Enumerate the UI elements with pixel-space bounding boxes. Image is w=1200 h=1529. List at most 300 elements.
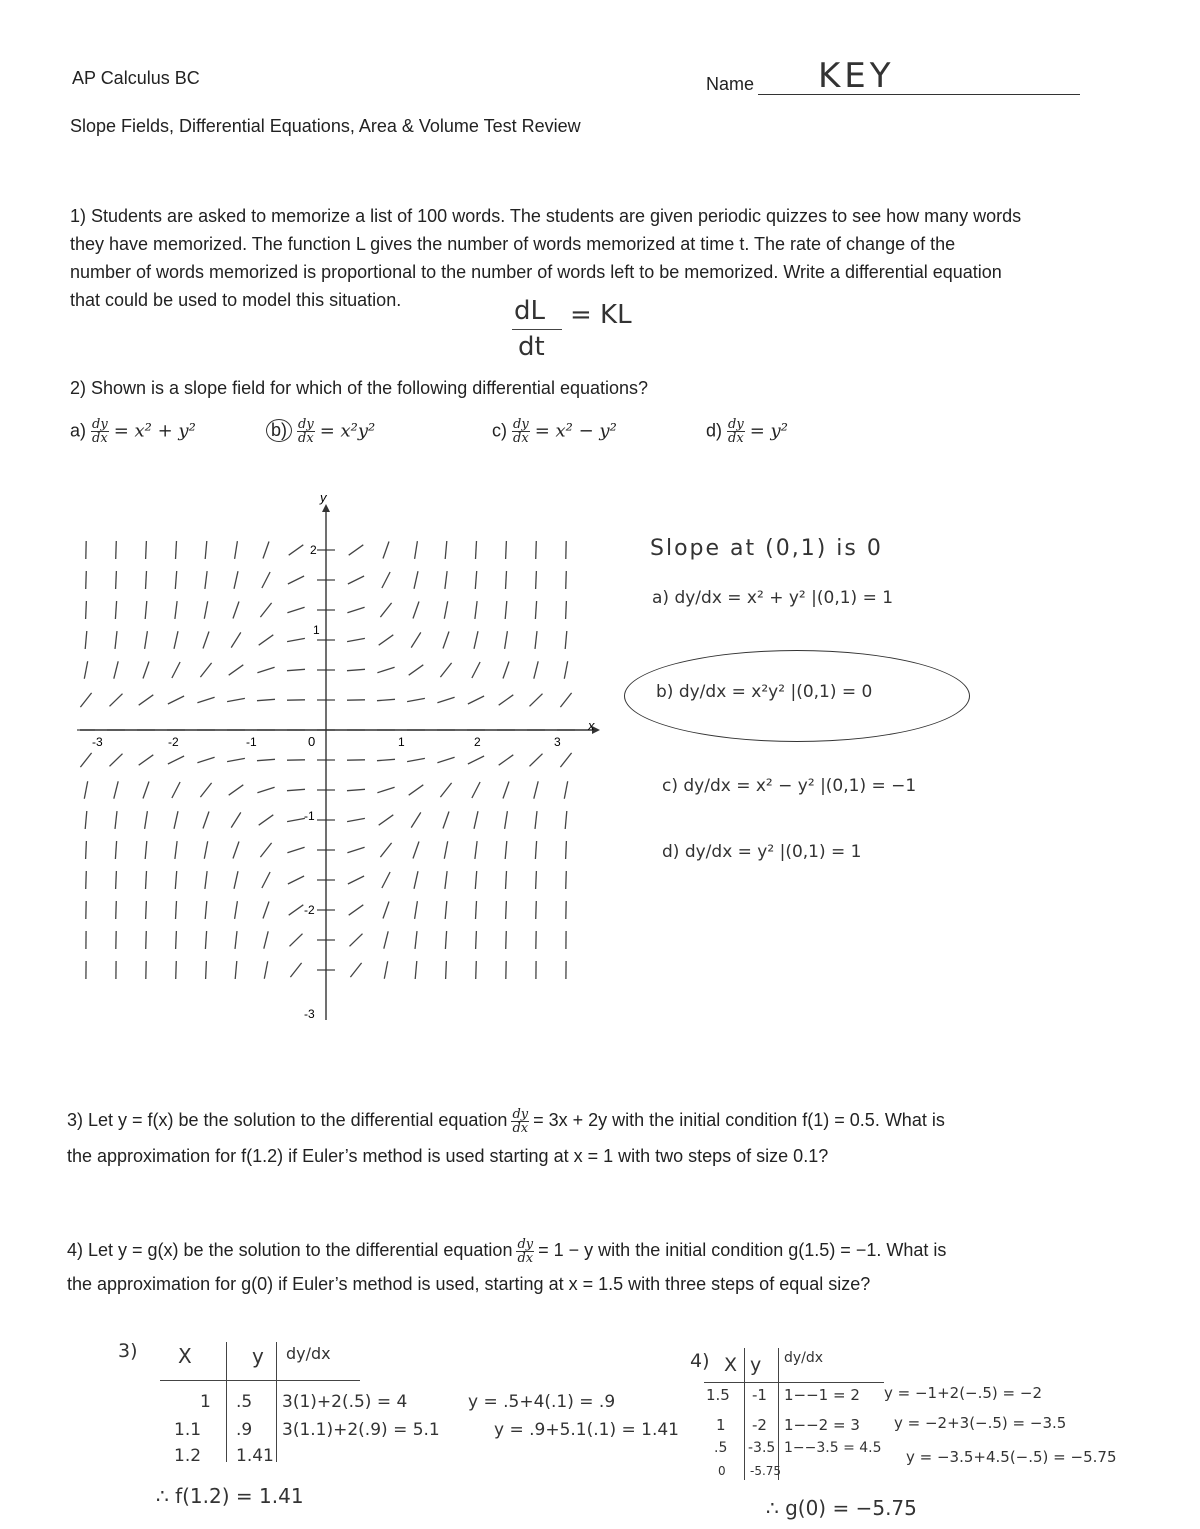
slope-segment — [259, 815, 274, 825]
slope-segment — [234, 871, 238, 889]
slope-segment — [499, 755, 514, 765]
slope-segment — [440, 663, 451, 677]
slope-segment — [506, 931, 507, 949]
course-title: AP Calculus BC — [72, 68, 200, 88]
slope-segment — [175, 601, 177, 619]
slope-segment — [145, 601, 147, 619]
x-tick-label: -2 — [168, 735, 179, 749]
slope-segment — [205, 871, 207, 889]
dy: dy — [728, 417, 744, 432]
slope-segment — [505, 841, 507, 859]
slope-segment — [259, 635, 274, 645]
slope-segment — [205, 571, 207, 589]
slope-segment — [414, 871, 418, 889]
slope-segment — [565, 631, 567, 649]
q4-row-2-next: y = −2+3(−.5) = −3.5 — [894, 1414, 1067, 1432]
q3-row-2-dydx: 3(1.1)+2(.9) = 5.1 — [282, 1420, 440, 1440]
slope-segment — [139, 755, 154, 765]
dx: dx — [513, 431, 529, 446]
slope-segment — [535, 631, 537, 649]
q3-result: ∴ f(1.2) = 1.41 — [156, 1484, 304, 1508]
slope-segment — [287, 638, 305, 641]
slope-segment — [560, 753, 571, 767]
slope-segment — [560, 693, 571, 707]
choice-b-rhs: = x²y² — [319, 420, 376, 442]
slope-segment — [565, 811, 567, 829]
slope-segment — [257, 787, 274, 792]
slope-segment — [415, 931, 417, 949]
slope-segment — [534, 661, 538, 678]
slope-segment — [536, 541, 537, 559]
slope-segment — [530, 754, 543, 767]
q2-work-a: a) dy/dx = x² + y² |(0,1) = 1 — [652, 588, 894, 608]
slope-segment — [143, 662, 149, 679]
q4-row-2-y: -2 — [752, 1416, 767, 1434]
slope-segment — [535, 841, 536, 859]
slope-segment — [80, 693, 91, 707]
slope-segment — [505, 631, 508, 649]
q3-row-3-x: 1.2 — [174, 1446, 202, 1466]
slope-segment — [205, 931, 206, 949]
slope-segment — [409, 785, 424, 795]
slope-segment — [415, 541, 418, 559]
q3-row-2-x: 1.1 — [174, 1420, 202, 1440]
slope-segment — [264, 931, 268, 948]
q4-row-3-y: -3.5 — [748, 1440, 776, 1456]
q4-row-3-x: .5 — [714, 1440, 728, 1456]
slope-segment — [234, 571, 238, 589]
slope-segment — [146, 571, 147, 589]
slope-segment — [446, 961, 447, 979]
slope-segment — [411, 812, 421, 827]
y-axis-arrow-icon — [322, 504, 330, 512]
slope-segment — [289, 905, 304, 915]
slope-segment — [444, 601, 447, 619]
slope-segment — [172, 782, 180, 798]
slope-segment — [115, 631, 117, 649]
choice-c — [492, 418, 617, 445]
slope-segment — [227, 758, 245, 761]
q4-line-2: the approximation for g(0) if Euler’s method is used, starting at x = 1.5 with three steps of equal size? — [67, 1274, 871, 1294]
q3-derivative — [511, 1108, 529, 1135]
q3-table-rule-1 — [226, 1342, 227, 1462]
slope-segment — [564, 781, 567, 799]
slope-segment — [146, 541, 147, 559]
y-tick-label: 2 — [310, 543, 317, 557]
q4-work-label: 4) — [690, 1350, 710, 1372]
y-tick-label: -3 — [304, 1007, 315, 1021]
slope-segment — [86, 601, 87, 619]
x-axis-label: x — [588, 718, 595, 733]
choice-b — [266, 418, 375, 445]
slope-segment — [474, 811, 478, 829]
dx: dx — [92, 431, 108, 446]
q3-line-1 — [67, 1106, 945, 1135]
choice-a-rhs: = x² + y² — [113, 420, 196, 442]
slope-segment — [197, 697, 214, 702]
slope-segment — [407, 698, 425, 701]
dx: dx — [517, 1250, 534, 1266]
slope-segment — [407, 758, 425, 761]
q1-line-1: 1) Students are asked to memorize a list of 100 words. The students are given periodic quizzes to see how many words — [70, 206, 1022, 226]
slope-segment — [86, 571, 87, 589]
choice-d-label: d) — [706, 420, 723, 441]
slope-segment — [200, 783, 211, 797]
slope-segment — [287, 789, 305, 790]
slope-segment — [172, 662, 180, 678]
slope-segment — [444, 841, 447, 859]
q3-row-2-next: y = .9+5.1(.1) = 1.41 — [494, 1420, 679, 1440]
q4-row-1-dydx: 1−−1 = 2 — [784, 1386, 860, 1404]
q1-answer-denominator: dt — [518, 332, 545, 362]
slope-segment — [84, 781, 87, 799]
slope-segment — [505, 601, 507, 619]
slope-segment — [415, 901, 418, 919]
q3-line-1b: = 3x + 2y with the initial condition f(1) = 0.5. What is — [533, 1110, 945, 1130]
q1-line-2: they have memorized. The function L gives the number of words memorized at time t. The rate of change of the — [70, 234, 956, 254]
slope-segment — [503, 782, 509, 799]
slope-segment — [85, 631, 87, 649]
dx: dx — [512, 1120, 529, 1136]
q4-col-y: y — [750, 1354, 762, 1376]
slope-segment — [377, 787, 394, 792]
slope-segment — [384, 961, 387, 979]
slope-segment — [262, 572, 270, 588]
slope-segment — [506, 871, 507, 889]
y-tick-labels — [304, 543, 320, 1021]
slope-segment — [288, 876, 304, 884]
slope-segment — [143, 782, 149, 799]
slope-segment — [380, 603, 391, 617]
x-tick-label: 2 — [474, 735, 481, 749]
slope-segment — [476, 901, 477, 919]
q4-result: ∴ g(0) = −5.75 — [766, 1496, 917, 1520]
slope-segment — [348, 876, 364, 884]
slope-segment — [566, 841, 567, 859]
slope-segment — [203, 812, 209, 829]
slope-segment — [290, 934, 303, 947]
slope-segment — [145, 631, 148, 649]
slope-segment — [468, 696, 484, 704]
x-tick-label: 0 — [308, 734, 316, 749]
slope-segment — [566, 871, 567, 889]
slope-segment — [263, 542, 269, 559]
slope-segment — [379, 635, 394, 645]
slope-segment — [350, 963, 361, 977]
slope-segment — [139, 695, 154, 705]
slope-segment — [472, 782, 480, 798]
slope-segment — [85, 811, 87, 829]
slope-segment — [84, 661, 87, 679]
slope-segment — [115, 811, 117, 829]
slope-segment — [347, 638, 365, 641]
q3-row-2-y: .9 — [236, 1420, 253, 1440]
q4-row-2-dydx: 1−−2 = 3 — [784, 1416, 860, 1434]
slope-segment — [505, 811, 508, 829]
slope-segment — [474, 631, 478, 649]
slope-segment — [566, 601, 567, 619]
slope-segment — [347, 789, 365, 790]
dx: dx — [298, 431, 314, 446]
slope-segment — [263, 902, 269, 919]
slope-segment — [176, 901, 177, 919]
slope-segment — [205, 901, 207, 919]
slope-segment — [115, 601, 116, 619]
slope-segment — [377, 667, 394, 672]
choice-c-label: c) — [492, 420, 507, 441]
slope-segment — [287, 847, 304, 852]
q3-table-rule-2 — [276, 1342, 277, 1462]
y-tick-label: -2 — [304, 903, 315, 917]
slope-segment — [566, 571, 567, 589]
x-tick-label: -3 — [92, 735, 103, 749]
slope-segment — [468, 756, 484, 764]
slope-segment — [145, 811, 148, 829]
slope-segment — [174, 631, 178, 649]
slope-segment — [535, 601, 536, 619]
slope-segment — [445, 871, 447, 889]
slope-segment — [476, 961, 477, 979]
q4-row-1-next: y = −1+2(−.5) = −2 — [884, 1384, 1043, 1402]
slope-segment — [235, 901, 238, 919]
dy: dy — [512, 1106, 529, 1122]
slope-segment — [233, 602, 239, 619]
slope-segment — [475, 841, 477, 859]
slope-segment — [176, 541, 177, 559]
slope-segment — [347, 847, 364, 852]
dx: dx — [728, 431, 744, 446]
q4-table-header-rule — [704, 1382, 884, 1383]
slope-segment — [110, 754, 123, 767]
slope-segment — [290, 963, 301, 977]
x-tick-label: 1 — [398, 735, 405, 749]
slope-segment — [437, 757, 454, 762]
q4-row-3-next: y = −3.5+4.5(−.5) = −5.75 — [906, 1448, 1117, 1466]
slope-segment — [411, 632, 421, 647]
choice-c-rhs: = x² − y² — [534, 420, 617, 442]
q4-row-4-y: -5.75 — [750, 1464, 782, 1478]
slope-segment — [530, 694, 543, 707]
name-value: KEY — [818, 56, 895, 96]
slope-field-graph — [70, 490, 610, 1030]
slope-segment — [503, 662, 509, 679]
slope-segment — [174, 811, 178, 829]
slope-segment — [175, 871, 176, 889]
slope-segment — [287, 669, 305, 670]
slope-segment — [204, 841, 207, 859]
slope-segment — [413, 602, 419, 619]
slope-segment — [384, 931, 388, 948]
slope-segment — [349, 545, 364, 555]
q3-line-1a: 3) Let y = f(x) be the solution to the differential equation — [67, 1110, 508, 1130]
slope-segment — [445, 931, 446, 949]
slope-segment — [116, 901, 117, 919]
slope-segment — [475, 571, 476, 589]
q3-col-dydx: dy/dx — [286, 1344, 331, 1363]
slope-segment — [349, 905, 364, 915]
q3-table-header-rule — [160, 1380, 360, 1381]
slope-segment — [86, 841, 87, 859]
slope-segment — [233, 842, 239, 859]
choice-d-derivative — [727, 418, 745, 445]
q2-work-slope-note: Slope at (0,1) is 0 — [650, 536, 883, 561]
slope-segment — [288, 576, 304, 584]
slope-segment — [350, 934, 363, 947]
slope-segment — [535, 811, 537, 829]
slope-segment — [260, 843, 271, 857]
q1-line-4: that could be used to model this situation. — [70, 290, 402, 310]
slope-segment — [506, 901, 507, 919]
y-tick-label: -1 — [304, 809, 315, 823]
choice-c-derivative — [512, 418, 530, 445]
q3-col-x: X — [178, 1344, 192, 1368]
slope-segment — [204, 601, 207, 619]
slope-segment — [377, 759, 395, 760]
choice-a-derivative — [91, 418, 109, 445]
slope-segment — [176, 961, 177, 979]
slope-segment — [348, 576, 364, 584]
slope-segment — [382, 872, 390, 888]
slope-segment — [440, 783, 451, 797]
q4-line-1b: = 1 − y with the initial condition g(1.5) = −1. What is — [538, 1240, 947, 1260]
slope-segment — [146, 871, 147, 889]
q3-col-y: y — [252, 1344, 264, 1368]
slope-segment — [175, 571, 176, 589]
dy: dy — [513, 417, 529, 432]
y-tick-label: 1 — [313, 623, 320, 637]
q4-col-x: X — [724, 1354, 738, 1376]
slope-segment — [472, 662, 480, 678]
q4-table-rule-2 — [778, 1348, 779, 1480]
slope-segment — [382, 572, 390, 588]
slope-segment — [475, 871, 476, 889]
slope-segment — [379, 815, 394, 825]
dy: dy — [517, 1236, 534, 1252]
choice-b-label: b) — [266, 419, 292, 442]
q4-table-rule-1 — [744, 1348, 745, 1480]
q4-row-3-dydx: 1−−3.5 = 4.5 — [784, 1440, 882, 1456]
slope-segment — [168, 696, 184, 704]
slope-segment — [287, 818, 305, 821]
slope-segment — [257, 667, 274, 672]
name-line — [758, 94, 1080, 95]
slope-segment — [377, 699, 395, 700]
slope-segment — [200, 663, 211, 677]
slope-segment — [176, 931, 177, 949]
slope-segment — [145, 841, 147, 859]
slope-segment — [287, 607, 304, 612]
slope-segment — [227, 698, 245, 701]
q4-col-dydx: dy/dx — [784, 1350, 824, 1366]
slope-segment — [536, 571, 537, 589]
q1-line-3: number of words memorized is proportional to the number of words left to be memorized. Write a differential equation — [70, 262, 1002, 282]
slope-segment — [445, 901, 447, 919]
slope-segment — [443, 632, 449, 649]
slope-segment — [175, 841, 177, 859]
slope-segment — [205, 541, 207, 559]
slope-segment — [383, 542, 389, 559]
slope-segment — [445, 541, 447, 559]
q3-row-1-dydx: 3(1)+2(.5) = 4 — [282, 1392, 408, 1412]
q4-row-4-x: 0 — [718, 1464, 726, 1478]
q1-answer-rhs: = KL — [570, 300, 632, 330]
slope-segment — [115, 841, 116, 859]
slope-segment — [264, 961, 267, 979]
x-tick-label: -1 — [246, 735, 257, 749]
slope-segment — [383, 902, 389, 919]
slope-segment — [116, 571, 117, 589]
slope-segment — [499, 695, 514, 705]
slope-segment — [347, 818, 365, 821]
slope-segment — [229, 665, 244, 675]
y-axis-label: y — [320, 490, 327, 505]
slope-segment — [534, 781, 538, 798]
slope-segment — [197, 757, 214, 762]
q3-row-1-next: y = .5+4(.1) = .9 — [468, 1392, 616, 1412]
slope-segment — [114, 661, 118, 678]
slope-segment — [506, 571, 507, 589]
test-subtitle: Slope Fields, Differential Equations, Area & Volume Test Review — [70, 116, 581, 136]
q4-row-1-y: -1 — [752, 1386, 767, 1404]
q4-derivative — [516, 1238, 534, 1265]
slope-segment — [235, 541, 238, 559]
slope-segment — [229, 785, 244, 795]
slope-segment — [289, 545, 304, 555]
q3-work-label: 3) — [118, 1340, 138, 1362]
choice-a-label: a) — [70, 420, 87, 441]
slope-segment — [146, 931, 147, 949]
slope-segment — [347, 669, 365, 670]
q3-line-2: the approximation for f(1.2) if Euler’s method is used starting at x = 1 with two steps of size 0.1? — [67, 1146, 829, 1166]
q4-row-1-x: 1.5 — [706, 1386, 730, 1404]
q2-work-d: d) dy/dx = y² |(0,1) = 1 — [662, 842, 862, 862]
slope-segment — [437, 697, 454, 702]
slope-segment — [380, 843, 391, 857]
choice-d — [706, 418, 788, 445]
dy: dy — [92, 417, 108, 432]
slope-segment — [257, 759, 275, 760]
slope-segment — [146, 901, 147, 919]
slope-segment — [415, 961, 417, 979]
choice-b-derivative — [297, 418, 315, 445]
slope-segment — [231, 632, 241, 647]
slope-segment — [414, 571, 418, 589]
slope-segment — [506, 541, 507, 559]
slope-segment — [536, 901, 537, 919]
name-label: Name — [706, 74, 755, 94]
slope-segment — [116, 541, 117, 559]
slope-segment — [445, 571, 447, 589]
q3-row-3-y: 1.41 — [236, 1446, 274, 1466]
slope-segment — [206, 961, 207, 979]
q3-row-1-x: 1 — [200, 1392, 211, 1412]
slope-segment — [475, 601, 477, 619]
q4-row-2-x: 1 — [716, 1416, 726, 1434]
slope-segment — [476, 541, 477, 559]
slope-segment — [116, 871, 117, 889]
slope-segment — [260, 603, 271, 617]
slope-segment — [476, 931, 477, 949]
slope-segment — [257, 699, 275, 700]
slope-segment — [347, 607, 364, 612]
slope-segment — [564, 661, 567, 679]
slope-segment — [409, 665, 424, 675]
dy: dy — [298, 417, 314, 432]
q2-work-c: c) dy/dx = x² − y² |(0,1) = −1 — [662, 776, 917, 796]
slope-segment — [536, 871, 537, 889]
q2-prompt: 2) Shown is a slope field for which of the following differential equations? — [70, 378, 649, 398]
slope-segment — [86, 871, 87, 889]
